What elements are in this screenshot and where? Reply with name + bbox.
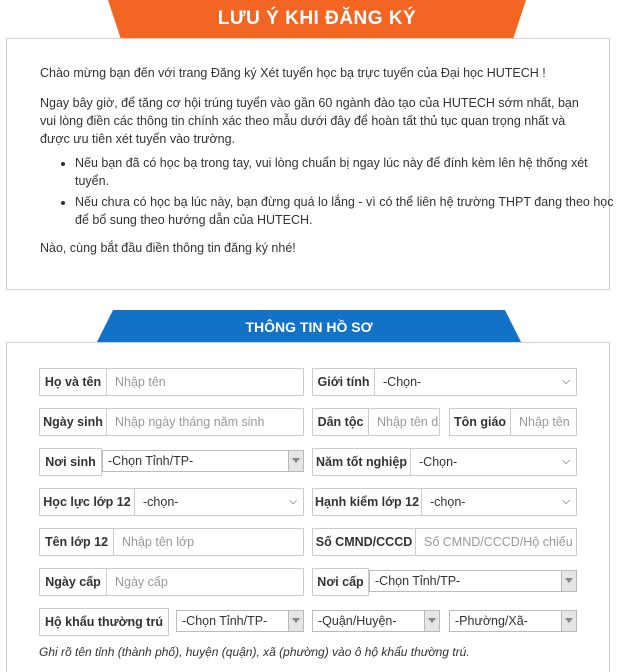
notice-welcome: Chào mừng bạn đến với trang Đăng ký Xét tuyển học bạ trực tuyến của Đại học HUTECH ! [40, 66, 546, 80]
ho-khau-quan-value: -Quận/Huyện- [318, 614, 397, 628]
ho-khau-note: Ghi rõ tên tỉnh (thành phố), huyện (quận), xã (phường) vào ô hộ khẩu thường trú. [39, 645, 470, 659]
label-nam-tot-nghiep: Năm tốt nghiệp [312, 448, 411, 476]
hanh-kiem-select[interactable] [421, 488, 577, 516]
form-section-title: THÔNG TIN HỒ SƠ [245, 319, 373, 335]
notice-bullets [40, 154, 615, 232]
hoc-luc-select[interactable] [134, 488, 304, 516]
chevron-down-icon: ⌵ [562, 456, 570, 467]
dropdown-arrow-icon [424, 611, 439, 631]
label-noi-sinh: Nơi sinh [39, 448, 102, 476]
ho-khau-phuong-value: -Phường/Xã- [455, 614, 528, 628]
notice-closing: Nào, cùng bắt đầu điền thông tin đăng ký nhé! [40, 241, 296, 255]
ho-khau-quan-select[interactable] [312, 610, 440, 632]
noi-cap-value: -Chọn Tỉnh/TP- [375, 574, 461, 588]
label-ngay-sinh: Ngày sinh [39, 408, 107, 436]
cmnd-input[interactable]: Số CMND/CCCD/Hộ chiếu [415, 528, 577, 556]
ten-lop-input[interactable]: Nhập tên lớp [113, 528, 304, 556]
noi-cap-select[interactable] [369, 570, 577, 592]
notice-title: LƯU Ý KHI ĐĂNG KÝ [217, 8, 417, 29]
label-ho-va-ten: Họ và tên [39, 368, 107, 396]
nam-tot-nghiep-value: -Chọn- [419, 455, 458, 469]
noi-sinh-value: -Chọn Tỉnh/TP- [108, 454, 194, 468]
noi-sinh-select[interactable] [102, 450, 304, 472]
ho-khau-tinh-select[interactable] [176, 610, 304, 632]
label-ton-giao: Tôn giáo [449, 408, 511, 436]
ho-khau-phuong-select[interactable] [449, 610, 577, 632]
label-gioi-tinh: Giới tính [312, 368, 375, 396]
label-hoc-luc: Học lực lớp 12 [39, 488, 135, 516]
dropdown-arrow-icon [288, 451, 303, 471]
gioi-tinh-select[interactable] [374, 368, 577, 396]
chevron-down-icon: ⌵ [562, 496, 570, 507]
chevron-down-icon: ⌵ [289, 496, 297, 507]
ton-giao-input[interactable]: Nhập tên [510, 408, 577, 436]
notice-intro: Ngay bây giờ, để tăng cơ hội trúng tuyển vào gần 60 ngành đào tạo của HUTECH sớm nhất, bạn vui lòng điền các thông tin chính xác theo mẫu dưới đây để hoàn tất thủ tục quan trọng nhất và được ưu tiên xét tuyển vào trường. [40, 96, 579, 146]
notice-banner [108, 0, 526, 38]
gioi-tinh-value: -Chọn- [383, 375, 422, 389]
dan-toc-input[interactable]: Nhập tên d [368, 408, 440, 436]
dropdown-arrow-icon [561, 611, 576, 631]
ho-va-ten-input[interactable]: Nhập tên [106, 368, 304, 396]
ngay-sinh-input[interactable]: Nhập ngày tháng năm sinh [106, 408, 304, 436]
label-noi-cap: Nơi cấp [312, 568, 369, 596]
ho-khau-tinh-value: -Chọn Tỉnh/TP- [182, 614, 268, 628]
label-ho-khau: Hộ khẩu thường trú [39, 608, 169, 636]
chevron-down-icon: ⌵ [562, 376, 570, 387]
label-hanh-kiem: Hạnh kiểm lớp 12 [312, 488, 422, 516]
notice-bullet: • Nếu bạn đã có học bạ trong tay, vui lòng chuẩn bị ngay lúc này để đính kèm lên hệ thống xét tuyển. [75, 154, 615, 190]
dropdown-arrow-icon [288, 611, 303, 631]
hanh-kiem-value: -chọn- [430, 495, 466, 509]
label-dan-toc: Dân tộc [312, 408, 369, 436]
label-ngay-cap: Ngày cấp [39, 568, 107, 596]
hoc-luc-value: -chọn- [143, 495, 179, 509]
ngay-cap-input[interactable]: Ngày cấp [106, 568, 304, 596]
form-section-tab [96, 310, 522, 344]
notice-box [6, 38, 614, 290]
dropdown-arrow-icon [561, 571, 576, 591]
notice-bullet: • Nếu chưa có học bạ lúc này, bạn đừng quá lo lắng - vì có thể liên hệ trường THPT đang theo học để bổ sung theo hướng dẫn của HUTECH. [75, 193, 615, 229]
nam-tot-nghiep-select[interactable] [410, 448, 577, 476]
label-ten-lop: Tên lớp 12 [39, 528, 114, 556]
label-cmnd: Số CMND/CCCD [312, 528, 416, 556]
